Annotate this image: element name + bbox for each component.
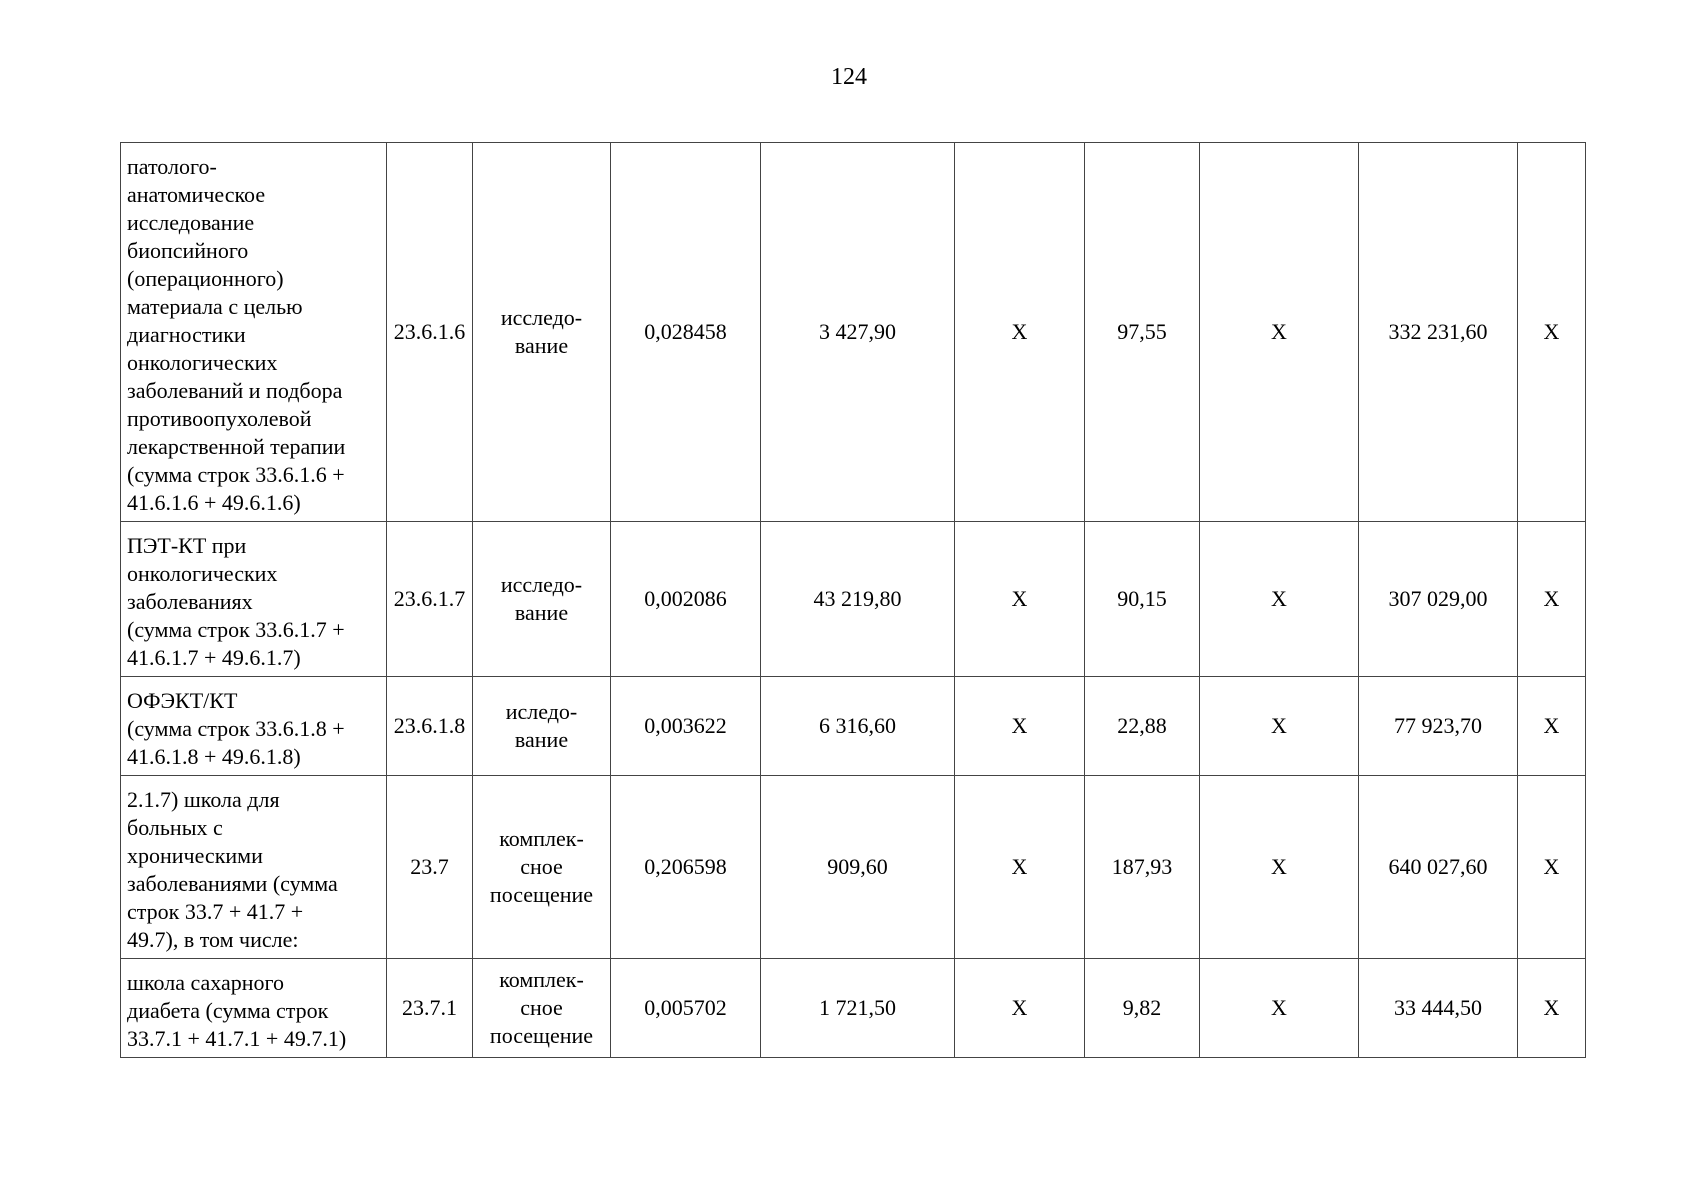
row-col10: Х xyxy=(1518,677,1586,776)
row-norm: 0,003622 xyxy=(611,677,761,776)
table-row xyxy=(121,677,1586,776)
table-row xyxy=(121,522,1586,677)
row-total: 307 029,00 xyxy=(1359,522,1518,677)
row-unit: исследо- вание xyxy=(473,522,611,677)
row-name: патолого- анатомическое исследование биопсийного (операционного) материала с целью диагностики онкологических заболеваний и подбора противоопухолевой лекарственной терапии (сумма строк 33.6.1.6 + 41.6.1.6 + 49.6.1.6) xyxy=(121,143,387,522)
row-total: 77 923,70 xyxy=(1359,677,1518,776)
row-total: 332 231,60 xyxy=(1359,143,1518,522)
row-norm: 0,005702 xyxy=(611,959,761,1058)
row-name: ОФЭКТ/КТ (сумма строк 33.6.1.8 + 41.6.1.8 + 49.6.1.8) xyxy=(121,677,387,776)
table-row xyxy=(121,143,1586,522)
row-total: 33 444,50 xyxy=(1359,959,1518,1058)
row-unit: комплек- сное посещение xyxy=(473,776,611,959)
row-code: 23.6.1.7 xyxy=(387,522,473,677)
row-col10: Х xyxy=(1518,959,1586,1058)
row-unit: исследо- вание xyxy=(473,143,611,522)
row-col8: Х xyxy=(1200,776,1359,959)
row-col10: Х xyxy=(1518,143,1586,522)
row-col6: Х xyxy=(955,143,1085,522)
row-norm: 0,028458 xyxy=(611,143,761,522)
row-per-capita: 22,88 xyxy=(1085,677,1200,776)
row-code: 23.6.1.6 xyxy=(387,143,473,522)
row-cost: 1 721,50 xyxy=(761,959,955,1058)
row-col6: Х xyxy=(955,522,1085,677)
row-col8: Х xyxy=(1200,677,1359,776)
row-name: ПЭТ-КТ при онкологических заболеваниях (сумма строк 33.6.1.7 + 41.6.1.7 + 49.6.1.7) xyxy=(121,522,387,677)
row-cost: 909,60 xyxy=(761,776,955,959)
row-cost: 3 427,90 xyxy=(761,143,955,522)
row-col6: Х xyxy=(955,959,1085,1058)
row-cost: 6 316,60 xyxy=(761,677,955,776)
row-per-capita: 90,15 xyxy=(1085,522,1200,677)
row-col10: Х xyxy=(1518,522,1586,677)
row-norm: 0,002086 xyxy=(611,522,761,677)
row-col8: Х xyxy=(1200,959,1359,1058)
table-row xyxy=(121,959,1586,1058)
row-per-capita: 187,93 xyxy=(1085,776,1200,959)
row-unit: комплек- сное посещение xyxy=(473,959,611,1058)
row-code: 23.7.1 xyxy=(387,959,473,1058)
row-norm: 0,206598 xyxy=(611,776,761,959)
table-row xyxy=(121,776,1586,959)
row-name: школа сахарного диабета (сумма строк 33.7.1 + 41.7.1 + 49.7.1) xyxy=(121,959,387,1058)
row-cost: 43 219,80 xyxy=(761,522,955,677)
row-col10: Х xyxy=(1518,776,1586,959)
row-col6: Х xyxy=(955,677,1085,776)
row-total: 640 027,60 xyxy=(1359,776,1518,959)
row-unit: иследо- вание xyxy=(473,677,611,776)
row-name: 2.1.7) школа для больных с хроническими заболеваниями (сумма строк 33.7 + 41.7 + 49.7), в том числе: xyxy=(121,776,387,959)
row-code: 23.6.1.8 xyxy=(387,677,473,776)
row-per-capita: 97,55 xyxy=(1085,143,1200,522)
row-col8: Х xyxy=(1200,522,1359,677)
row-per-capita: 9,82 xyxy=(1085,959,1200,1058)
row-col8: Х xyxy=(1200,143,1359,522)
data-table xyxy=(120,142,1586,1058)
row-col6: Х xyxy=(955,776,1085,959)
row-code: 23.7 xyxy=(387,776,473,959)
page-number: 124 xyxy=(831,64,867,90)
